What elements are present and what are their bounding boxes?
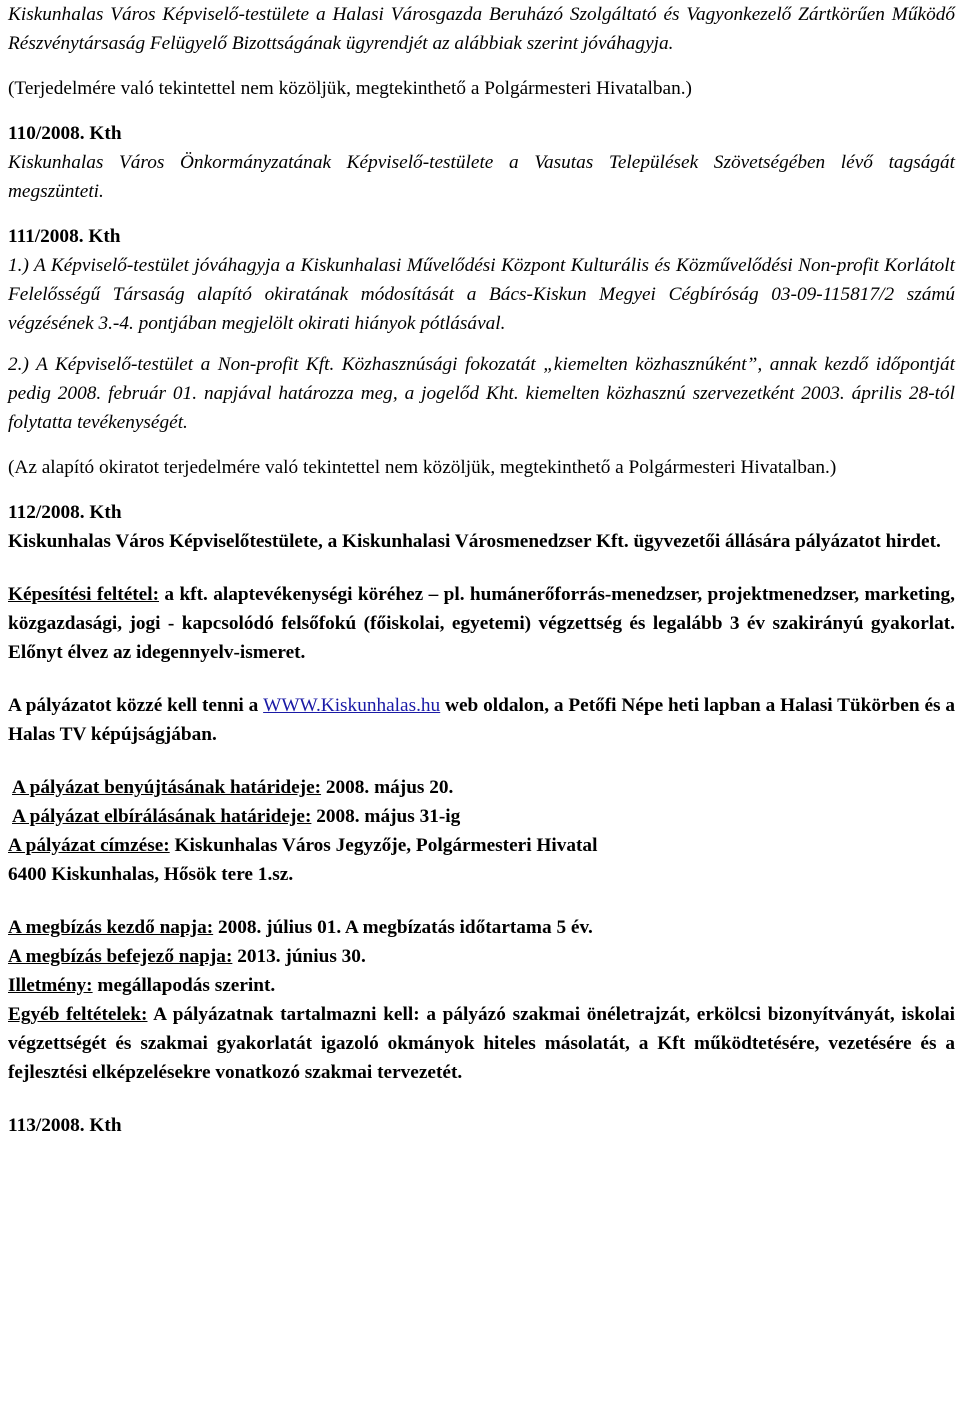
resolution-111-item-2: 2.) A Képviselő-testület a Non-profit Kft. Közhasznúsági fokozatát „kiemelten közhasznúként”, annak kezdő időpontját pedig 2008. február 01. napjával határozza meg, a jogelőd Kht. kiemelten közhasznú szervezetként 2003. április 28-tól folytatta tevékenységét. [8,354,955,433]
assignment-start-label: A megbízás kezdő napja: [8,917,214,938]
assignment-start-value: 2008. július 01. A megbízatás időtartama 5 év. [213,917,593,938]
publication-text-after: web oldalon, a Petőfi Népe heti lapban a Halasi Tükörben és a Halas TV képújságjában. [8,695,955,745]
intro-paragraph: Kiskunhalas Város Képviselő-testülete a Halasi Városgazda Beruházó Szolgáltató és Vagyonkezelő Zártkörűen Működő Részvénytársaság Felügyelő Bizottságának ügyrendjét az alábbiak szerint jóváhagyja. [8,4,955,54]
publication-text-before: A pályázatot közzé kell tenni a [8,695,264,716]
submission-deadline-value: 2008. május 20. [321,777,454,798]
resolution-111-item-1: 1.) A Képviselő-testület jóváhagyja a Kiskunhalasi Művelődési Központ Kulturális és Közművelődési Non-profit Korlátolt Felelősségű Társaság alapító okiratának módosítását a Bács-Kiskun Megyei Cégbíróság 03-09-115817/2 számú végzésének 3.-4. pontjában megjelölt okirati hiányok pótlásával. [8,255,955,334]
resolution-110-text: Kiskunhalas Város Önkormányzatának Képviselő-testülete a Vasutas Települések Szövetségében lévő tagságát megszünteti. [8,152,955,202]
judgement-deadline [8,802,955,831]
salary-label: Illetmény: [8,975,93,996]
resolution-112-number: 112/2008. Kth [8,502,122,523]
judgement-deadline-value: 2008. május 31-ig [311,806,461,827]
other-conditions-label: Egyéb feltételek: [8,1004,148,1025]
resolution-112-headline: Kiskunhalas Város Képviselőtestülete, a Kiskunhalasi Városmenedzser Kft. ügyvezetői állására pályázatot hirdet. [8,531,941,552]
judgement-deadline-label: A pályázat elbírálásának határideje: [12,806,312,827]
resolution-111-number: 111/2008. Kth [8,226,121,247]
document-page [8,0,955,1140]
submission-deadline [8,773,955,802]
assignment-end [8,942,955,971]
assignment-start [8,913,955,942]
assignment-end-label: A megbízás befejező napja: [8,946,233,967]
application-address-value: Kiskunhalas Város Jegyzője, Polgármesteri Hivatal [169,835,598,856]
salary-value: megállapodás szerint. [92,975,276,996]
website-link[interactable]: WWW.Kiskunhalas.hu [263,695,441,716]
application-address-line-2: 6400 Kiskunhalas, Hősök tere 1.sz. [8,864,294,885]
qualification-paragraph [8,580,955,667]
resolution-113-number: 113/2008. Kth [8,1115,122,1136]
assignment-end-value: 2013. június 30. [232,946,366,967]
application-address-label: A pályázat címzése: [8,835,170,856]
other-conditions [8,1000,955,1087]
other-conditions-value: A pályázatnak tartalmazni kell: a pályázó szakmai önéletrajzát, erkölcsi bizonyítványát, iskolai végzettségét és szakmai gyakorlatát igazoló okmányok hiteles másolatát, a Kft működtetésére, vezetésére és a fejlesztési elképzelésekre vonatkozó szakmai tervezetét. [8,1004,955,1083]
application-address [8,831,955,860]
qualification-label: Képesítési feltétel: [8,584,160,605]
qualification-text: a kft. alaptevékenységi köréhez – pl. humánerőforrás-menedzser, projektmenedzser, marketing, közgazdasági, jogi - kapcsolódó felsőfokú (főiskolai, egyetemi) végzettség és legalább 3 év szakirányú gyakorlat. Előnyt élvez az idegennyelv-ismeret. [8,584,955,663]
salary [8,971,955,1000]
resolution-111-note: (Az alapító okiratot terjedelmére való tekintettel nem közöljük, megtekinthető a Polgármesteri Hivatalban.) [8,457,837,478]
intro-note: (Terjedelmére való tekintettel nem közöljük, megtekinthető a Polgármesteri Hivatalban.) [8,78,692,99]
publication-paragraph [8,691,955,749]
resolution-110-number: 110/2008. Kth [8,123,122,144]
submission-deadline-label: A pályázat benyújtásának határideje: [12,777,322,798]
